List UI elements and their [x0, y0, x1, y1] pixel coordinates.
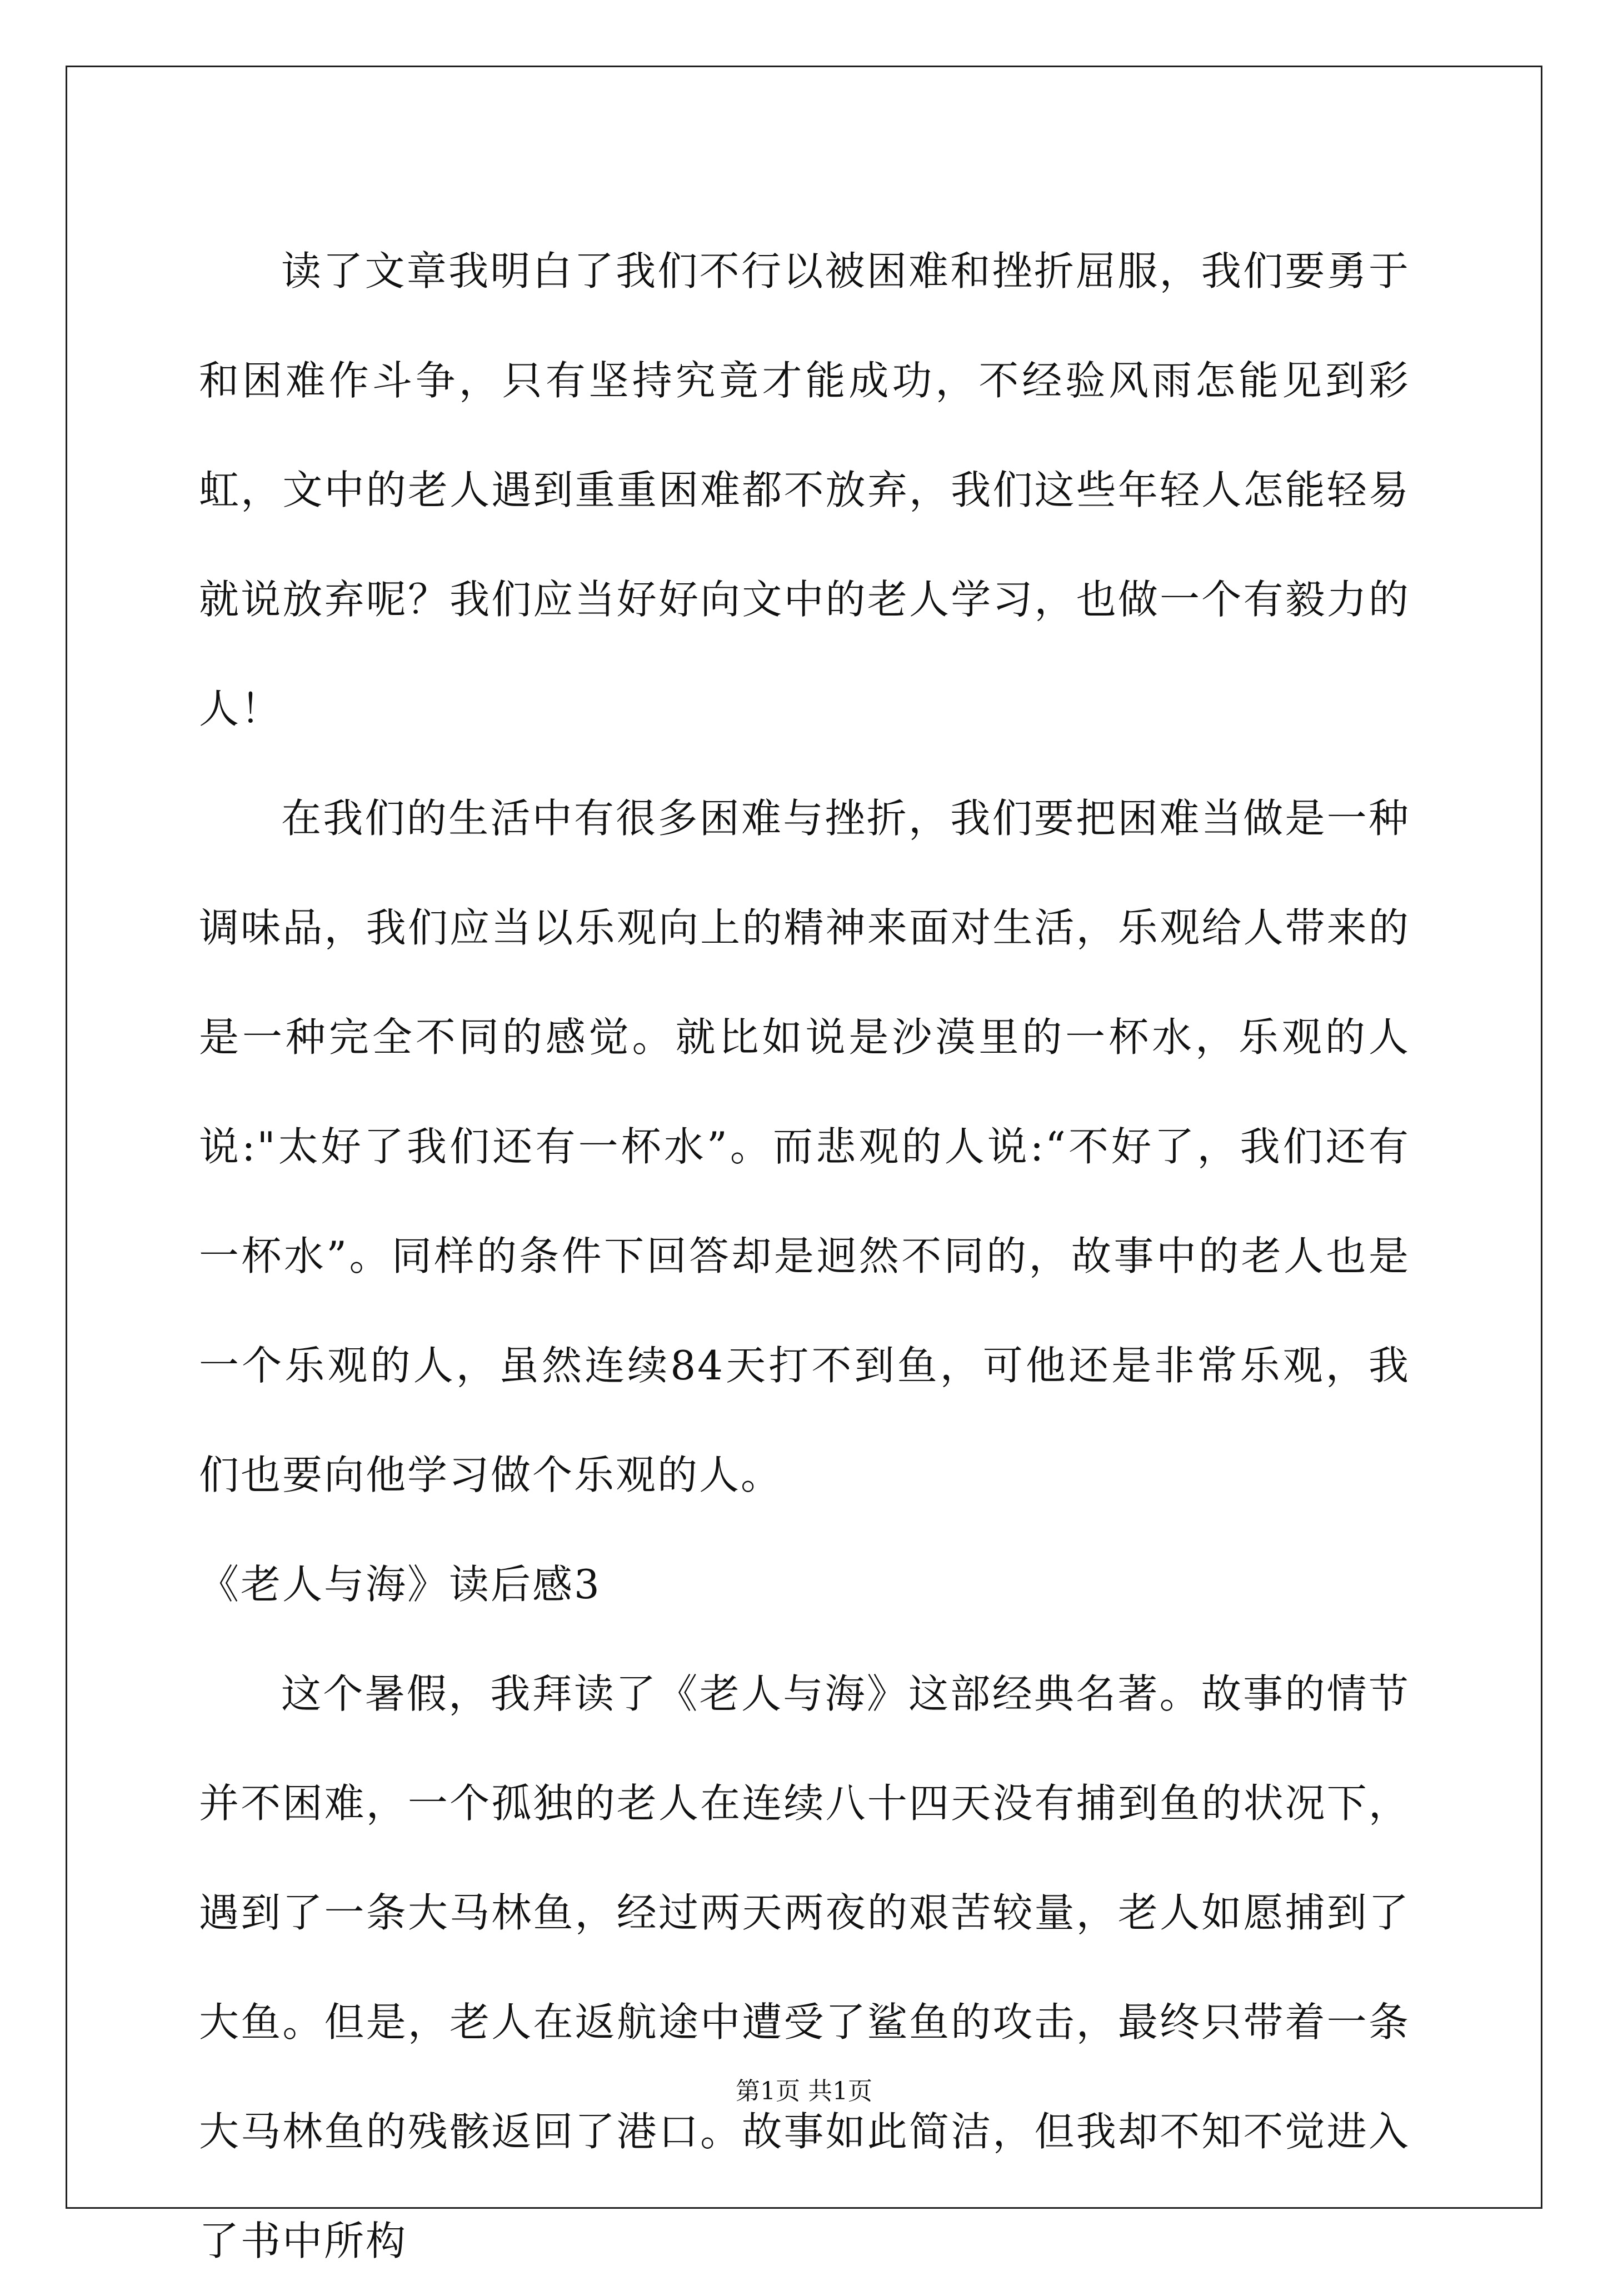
page-footer: 第1页 共1页: [736, 2077, 872, 2105]
paragraph-3: 这个暑假，我拜读了《老人与海》这部经典名著。故事的情节并不困难，一个孤独的老人在连续八十四天没有捕到鱼的状况下，遇到了一条大马林鱼，经过两天两夜的艰苦较量，老人如愿捕到了大鱼。但是，老人在返航途中遭受了鲨鱼的攻击，最终只带着一条大马林鱼的残骸返回了港口。故事如此简洁，但我却不知不觉进入了书中所构: [199, 1670, 1410, 2264]
document-body: [199, 217, 1410, 2296]
paragraph-1: 读了文章我明白了我们不行以被困难和挫折屈服，我们要勇于和困难作斗争，只有坚持究竟才能成功，不经验风雨怎能见到彩虹，文中的老人遇到重重困难都不放弃，我们这些年轻人怎能轻易就说放弃呢？我们应当好好向文中的老人学习，也做一个有毅力的人！: [199, 248, 1410, 732]
section-heading: 《老人与海》读后感3: [199, 1561, 601, 1608]
paragraph-2: 在我们的生活中有很多困难与挫折，我们要把困难当做是一种调味品，我们应当以乐观向上的精神来面对生活，乐观给人带来的是一种完全不同的感觉。就比如说是沙漠里的一杯水，乐观的人说:"太好了我们还有一杯水”。而悲观的人说:“不好了，我们还有一杯水”。同样的条件下回答却是迥然不同的，故事中的老人也是一个乐观的人，虽然连续84天打不到鱼，可他还是非常乐观，我们也要向他学习做个乐观的人。: [199, 795, 1410, 1498]
